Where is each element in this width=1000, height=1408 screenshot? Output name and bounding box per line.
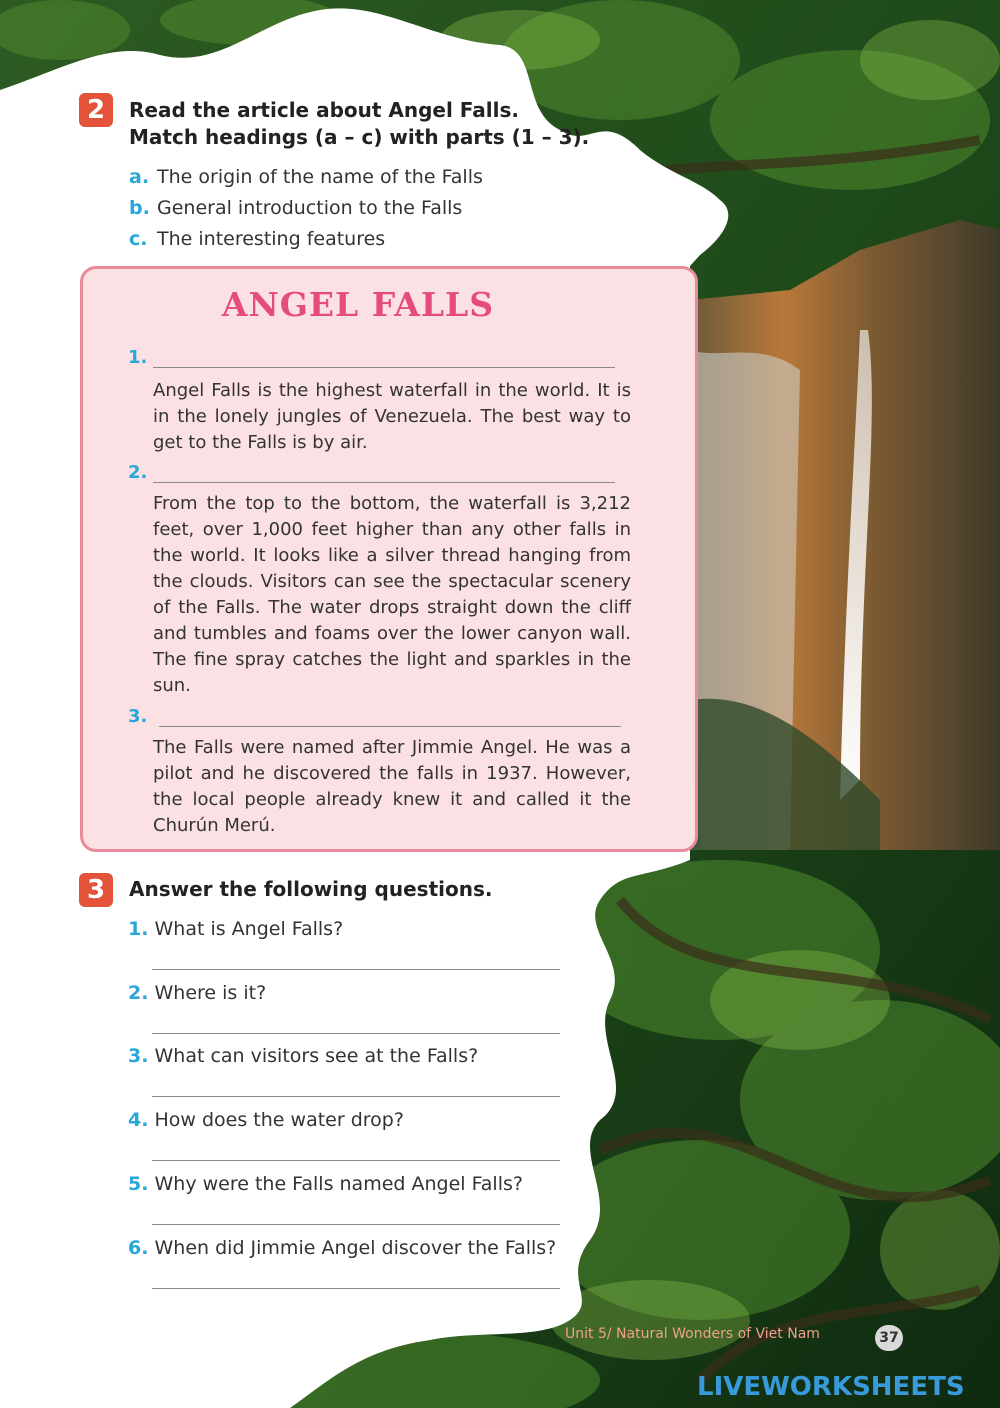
heading-letter: b. bbox=[129, 197, 150, 219]
heading-text: The interesting features bbox=[157, 228, 386, 250]
question-number: 5. bbox=[128, 1173, 149, 1195]
exercise-3-number: 3 bbox=[79, 873, 113, 907]
answer-line-6[interactable] bbox=[152, 1288, 560, 1289]
question-5 bbox=[128, 1173, 523, 1195]
liveworksheets-logo: LIVEWORKSHEETS bbox=[697, 1372, 965, 1402]
exercise-2-title-line1: Read the article about Angel Falls. bbox=[129, 98, 520, 122]
question-2 bbox=[128, 982, 266, 1004]
question-text: When did Jimmie Angel discover the Falls? bbox=[154, 1237, 557, 1259]
part-3-number: 3. bbox=[128, 706, 148, 727]
question-6 bbox=[128, 1237, 556, 1259]
part-2-number: 2. bbox=[128, 462, 148, 483]
heading-text: General introduction to the Falls bbox=[157, 197, 463, 219]
answer-line-5[interactable] bbox=[152, 1224, 560, 1225]
part-1-number: 1. bbox=[128, 347, 148, 368]
heading-letter: c. bbox=[129, 228, 148, 250]
question-number: 1. bbox=[128, 918, 149, 940]
article-title: ANGEL FALLS bbox=[221, 285, 495, 324]
question-text: What can visitors see at the Falls? bbox=[154, 1045, 479, 1067]
question-4 bbox=[128, 1109, 404, 1131]
question-text: What is Angel Falls? bbox=[154, 918, 344, 940]
question-number: 3. bbox=[128, 1045, 149, 1067]
exercise-3-title: Answer the following questions. bbox=[129, 877, 493, 901]
part-1-text: Angel Falls is the highest waterfall in the world. It is in the lonely jungles of Venezuela. The best way to get to the Falls is by air. bbox=[153, 380, 631, 453]
footer-unit-label: Unit 5/ Natural Wonders of Viet Nam bbox=[565, 1326, 820, 1342]
question-3 bbox=[128, 1045, 478, 1067]
question-text: Where is it? bbox=[154, 982, 267, 1004]
answer-line-2[interactable] bbox=[152, 1033, 560, 1034]
part-2-text: From the top to the bottom, the waterfall is 3,212 feet, over 1,000 feet higher than any other falls in the world. It looks like a silver thread hanging from the clouds. Visitors can see the spectacular scenery of the Falls. The water drops straight down the cliff and tumbles and foams over the lower canyon wall. The fine spray catches the light and sparkles in the sun. bbox=[153, 493, 631, 696]
part-2-answer-line[interactable] bbox=[153, 482, 615, 483]
question-text: Why were the Falls named Angel Falls? bbox=[154, 1173, 523, 1195]
heading-item-c bbox=[129, 224, 483, 255]
answer-line-4[interactable] bbox=[152, 1160, 560, 1161]
exercise-2-title-line2: Match headings (a – c) with parts (1 – 3). bbox=[129, 125, 590, 149]
heading-letter: a. bbox=[129, 166, 150, 188]
part-3-text: The Falls were named after Jimmie Angel. He was a pilot and he discovered the falls in 1937. However, the local people already knew it and called it the Churún Merú. bbox=[153, 737, 631, 836]
question-text: How does the water drop? bbox=[154, 1109, 404, 1131]
question-number: 2. bbox=[128, 982, 149, 1004]
question-number: 6. bbox=[128, 1237, 149, 1259]
page-number: 37 bbox=[875, 1325, 903, 1351]
headings-list bbox=[129, 162, 483, 255]
answer-line-3[interactable] bbox=[152, 1096, 560, 1097]
heading-text: The origin of the name of the Falls bbox=[157, 166, 483, 188]
question-1 bbox=[128, 918, 343, 940]
heading-item-b bbox=[129, 193, 483, 224]
part-1-answer-line[interactable] bbox=[153, 367, 615, 368]
question-number: 4. bbox=[128, 1109, 149, 1131]
part-3-answer-line[interactable] bbox=[159, 726, 621, 727]
article-box bbox=[80, 266, 698, 852]
heading-item-a bbox=[129, 162, 483, 193]
answer-line-1[interactable] bbox=[152, 969, 560, 970]
exercise-2-title bbox=[129, 97, 589, 151]
exercise-2-number: 2 bbox=[79, 93, 113, 127]
